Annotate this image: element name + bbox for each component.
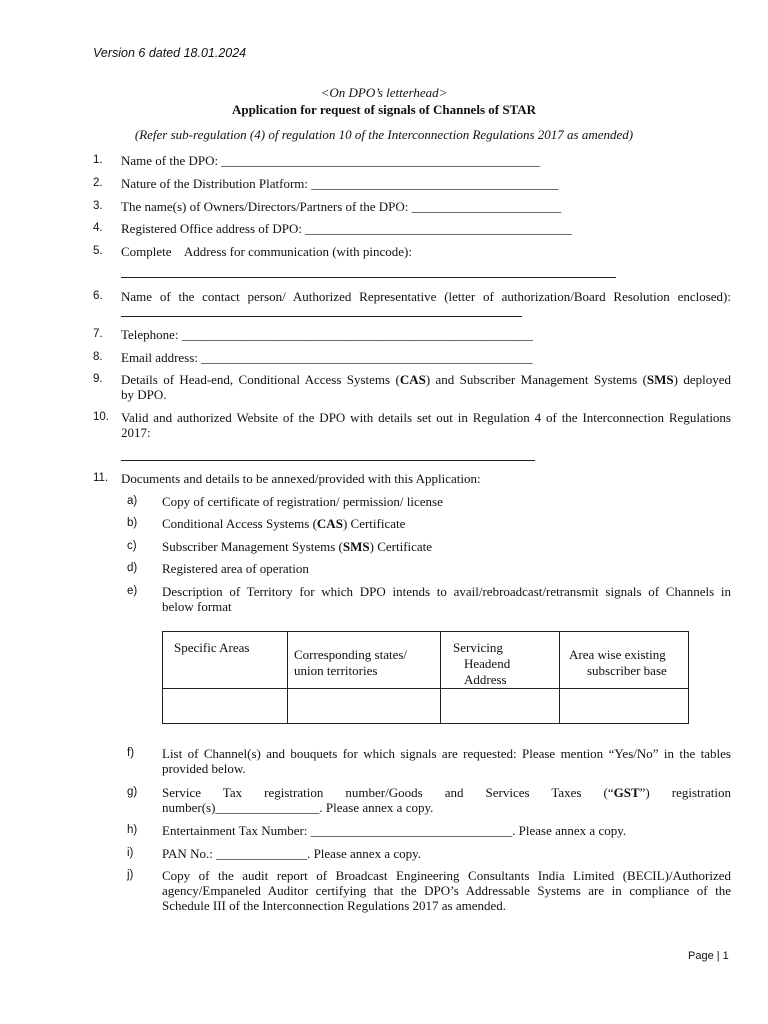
list-item bbox=[93, 244, 731, 259]
table-cell[interactable] bbox=[441, 689, 560, 724]
sub-item-text-cont: below format bbox=[162, 599, 232, 614]
sub-item-text: PAN No.: ______________. Please annex a copy. bbox=[162, 846, 422, 861]
website-blank-line bbox=[121, 460, 535, 461]
list-item bbox=[93, 471, 731, 486]
item-text: Complete Address for communication (with pincode): bbox=[121, 244, 412, 259]
sub-item-text: Service Tax registration number/Goods and Services Taxes (“GST”) registration bbox=[162, 785, 731, 800]
item-number: 3. bbox=[93, 200, 103, 212]
item-text: Telephone: ______________________________________________________ bbox=[121, 327, 533, 342]
sub-item-letter: g) bbox=[127, 786, 138, 798]
table-header-row bbox=[163, 632, 689, 689]
item-number: 9. bbox=[93, 373, 103, 385]
sub-list-item bbox=[127, 785, 731, 815]
list-item bbox=[93, 327, 731, 342]
item-text-cont: by DPO. bbox=[121, 387, 167, 402]
version-label: Version 6 dated 18.01.2024 bbox=[93, 46, 247, 60]
sub-list-item bbox=[127, 494, 731, 509]
sub-list-item bbox=[127, 746, 731, 776]
item-text: Valid and authorized Website of the DPO with details set out in Regulation 4 of the Interconnection Regulations bbox=[121, 410, 731, 425]
item-number: 11. bbox=[93, 472, 109, 484]
item-text-cont: 2017: bbox=[121, 425, 151, 440]
sub-item-letter: i) bbox=[127, 847, 134, 859]
list-item bbox=[93, 410, 731, 440]
sub-item-letter: d) bbox=[127, 562, 138, 574]
sub-item-text: Description of Territory for which DPO intends to avail/rebroadcast/retransmit signals of Channels in bbox=[162, 584, 731, 599]
list-item bbox=[93, 153, 731, 168]
sub-item-text-cont: number(s)________________. Please annex a copy. bbox=[162, 800, 434, 815]
sub-item-text-cont: provided below. bbox=[162, 761, 246, 776]
sub-item-text-cont: Schedule III of the Interconnection Regulations 2017 as amended. bbox=[162, 898, 507, 913]
list-item bbox=[93, 372, 731, 402]
sub-list-item bbox=[127, 868, 731, 913]
address-blank-line bbox=[121, 277, 616, 278]
list-item bbox=[93, 289, 731, 304]
item-number: 5. bbox=[93, 245, 103, 257]
item-number: 8. bbox=[93, 351, 103, 363]
sub-list-item bbox=[127, 823, 731, 838]
table-cell[interactable] bbox=[560, 689, 689, 724]
item-text: Registered Office address of DPO: _________________________________________ bbox=[121, 221, 572, 236]
item-text: Name of the DPO: _________________________________________________ bbox=[121, 153, 540, 168]
item-number: 10. bbox=[93, 411, 109, 423]
document-title: Application for request of signals of Channels of STAR bbox=[231, 102, 537, 117]
territory-table bbox=[162, 631, 689, 724]
sub-item-letter: j) bbox=[127, 869, 134, 881]
list-item bbox=[93, 199, 731, 214]
sub-item-letter: f) bbox=[127, 747, 135, 759]
regulation-reference: (Refer sub-regulation (4) of regulation 10 of the Interconnection Regulations 2017 as amended) bbox=[134, 127, 634, 142]
list-item bbox=[93, 350, 731, 365]
item-text: The name(s) of Owners/Directors/Partners of the DPO: _______________________ bbox=[121, 199, 562, 214]
page-number: Page | 1 bbox=[688, 950, 729, 962]
sub-item-text: Subscriber Management Systems (SMS) Certificate bbox=[162, 539, 433, 554]
sub-list-item bbox=[127, 561, 731, 576]
table-row bbox=[163, 689, 689, 724]
item-number: 2. bbox=[93, 177, 103, 189]
item-text: Documents and details to be annexed/provided with this Application: bbox=[121, 471, 481, 486]
sub-item-text: List of Channel(s) and bouquets for which signals are requested: Please mention “Yes/No” in the tables bbox=[162, 746, 731, 761]
sub-item-letter: b) bbox=[127, 517, 138, 529]
sub-item-letter: c) bbox=[127, 540, 137, 552]
sub-item-text: Copy of certificate of registration/ permission/ license bbox=[162, 494, 443, 509]
item-number: 1. bbox=[93, 154, 103, 166]
sub-item-text: Entertainment Tax Number: _______________________________. Please annex a copy. bbox=[162, 823, 627, 838]
sub-list-item bbox=[127, 846, 731, 861]
sub-item-text-cont: agency/Empaneled Auditor certifying that the DPO’s Addressable Systems are in compliance of the bbox=[162, 883, 731, 898]
contact-blank-line bbox=[121, 316, 522, 317]
list-item bbox=[93, 176, 731, 191]
sub-item-letter: h) bbox=[127, 824, 138, 836]
table-cell[interactable] bbox=[163, 689, 288, 724]
item-number: 4. bbox=[93, 222, 103, 234]
list-item bbox=[93, 221, 731, 236]
sub-item-text: Conditional Access Systems (CAS) Certificate bbox=[162, 516, 406, 531]
table-header-cell: Area wise existing subscriber base bbox=[560, 632, 689, 689]
item-number: 7. bbox=[93, 328, 103, 340]
sub-list-item bbox=[127, 584, 731, 614]
item-number: 6. bbox=[93, 290, 103, 302]
letterhead-note: <On DPO’s letterhead> bbox=[320, 85, 448, 100]
sub-list-item bbox=[127, 539, 731, 554]
sub-item-text: Registered area of operation bbox=[162, 561, 309, 576]
table-header-cell: Servicing Headend Address bbox=[441, 632, 560, 689]
sub-list-item bbox=[127, 516, 731, 531]
item-text: Nature of the Distribution Platform: ______________________________________ bbox=[121, 176, 559, 191]
sub-item-letter: a) bbox=[127, 495, 138, 507]
sub-item-text: Copy of the audit report of Broadcast Engineering Consultants India Limited (BECIL)/Authorized bbox=[162, 868, 731, 883]
item-text: Details of Head-end, Conditional Access Systems (CAS) and Subscriber Management Systems (SMS) deployed bbox=[121, 372, 732, 387]
table-cell[interactable] bbox=[288, 689, 441, 724]
item-text: Name of the contact person/ Authorized Representative (letter of authorization/Board Resolution enclosed): bbox=[121, 289, 731, 304]
item-text: Email address: ___________________________________________________ bbox=[121, 350, 533, 365]
table-header-cell: Specific Areas bbox=[163, 632, 288, 689]
table-header-cell: Corresponding states/ union territories bbox=[288, 632, 441, 689]
sub-item-letter: e) bbox=[127, 585, 138, 597]
